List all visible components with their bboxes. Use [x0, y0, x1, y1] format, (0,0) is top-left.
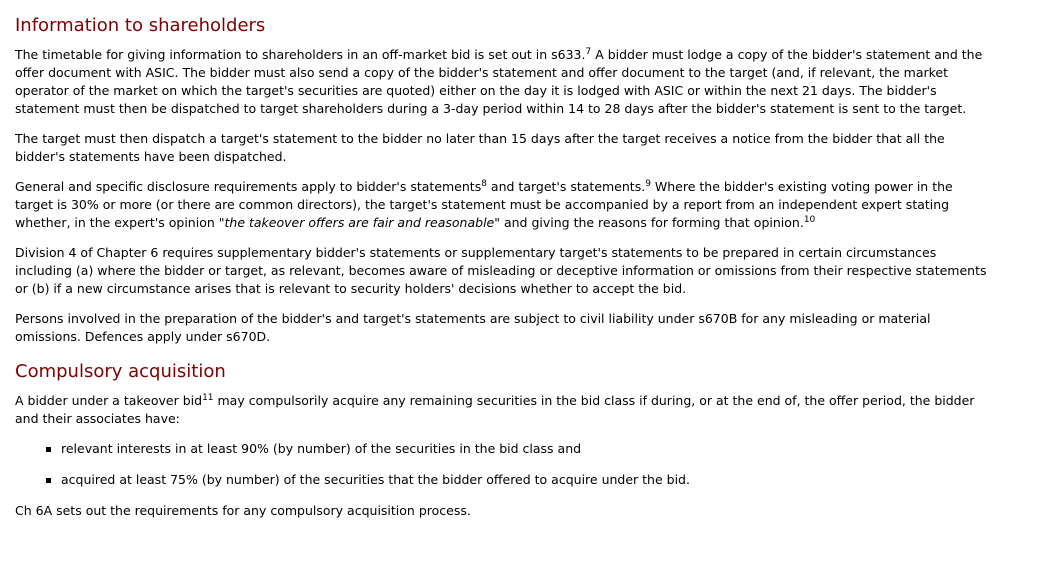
- text: A bidder must lodge a copy of the bidder's statement and the offer document with ASIC. The bidder must also send a copy of the bidder's statement and offer document to the target (and, if relevant, the market operator of the market on which the target's securities are quoted) either on the day it is lodged with ASIC or within the next 21 days. The bidder's statement must then be dispatched to target shareholders during a 3-day period within 14 to 28 days after the bidder's statement is sent to the target.: [15, 47, 983, 116]
- footnote-ref-10[interactable]: 10: [803, 214, 816, 225]
- list-item-text: relevant interests in at least 90% (by number) of the securities in the bid class and: [61, 441, 582, 456]
- square-bullet-icon: [46, 447, 51, 452]
- acquisition-conditions-list: [15, 440, 990, 489]
- text: A bidder under a takeover bid: [15, 393, 203, 408]
- paragraph-target-statement: The target must then dispatch a target's statement to the bidder no later than 15 days after the target receives a notice from the bidder that all the bidder's statements have been dispatched.: [15, 131, 945, 164]
- paragraph-disclosure: [15, 178, 990, 232]
- text: The timetable for giving information to shareholders in an off-market bid is set out in s633.: [15, 47, 586, 62]
- text: may compulsorily acquire any remaining securities in the bid class if during, or at the end of, the offer period, the bidder and their associates have:: [15, 393, 975, 426]
- text: General and specific disclosure requirements apply to bidder's statements: [15, 179, 482, 194]
- footnote-ref-11[interactable]: 11: [202, 392, 214, 403]
- square-bullet-icon: [46, 478, 51, 483]
- heading-information-to-shareholders: Information to shareholders: [15, 15, 266, 36]
- quoted-opinion: the takeover offers are fair and reasonable: [224, 215, 495, 230]
- footnote-ref-8[interactable]: 8: [481, 178, 487, 189]
- paragraph-bidder-acquire: [15, 392, 990, 428]
- paragraph-timetable: [15, 46, 990, 118]
- list-item: [15, 471, 990, 489]
- text: and target's statements.: [486, 179, 646, 194]
- paragraph-civil-liability: Persons involved in the preparation of the bidder's and target's statements are subject to civil liability under s670B for any misleading or material omissions. Defences apply under s670D.: [15, 311, 931, 344]
- footnote-ref-7[interactable]: 7: [585, 46, 592, 57]
- text: Where the bidder's existing voting power in the target is 30% or more (or there are common directors), the target's statement must be accompanied by a report from an independent expert stating whether, in the expert's opinion ": [15, 179, 953, 230]
- footnote-ref-9[interactable]: 9: [645, 178, 651, 189]
- paragraph-supplementary: Division 4 of Chapter 6 requires supplementary bidder's statements or supplementary target's statements to be prepared in certain circumstances including (a) where the bidder or target, as relevant, becomes aware of misleading or deceptive information or omissions from their respective statements or (b) if a new circumstance arises that is relevant to security holders' decisions whether to accept the bid.: [15, 245, 987, 296]
- list-item-text: acquired at least 75% (by number) of the securities that the bidder offered to acquire under the bid.: [61, 472, 690, 487]
- text: " and giving the reasons for forming that opinion.: [494, 215, 804, 230]
- paragraph-ch6a: Ch 6A sets out the requirements for any compulsory acquisition process.: [15, 503, 471, 518]
- heading-compulsory-acquisition: Compulsory acquisition: [15, 361, 226, 382]
- list-item: [15, 440, 990, 458]
